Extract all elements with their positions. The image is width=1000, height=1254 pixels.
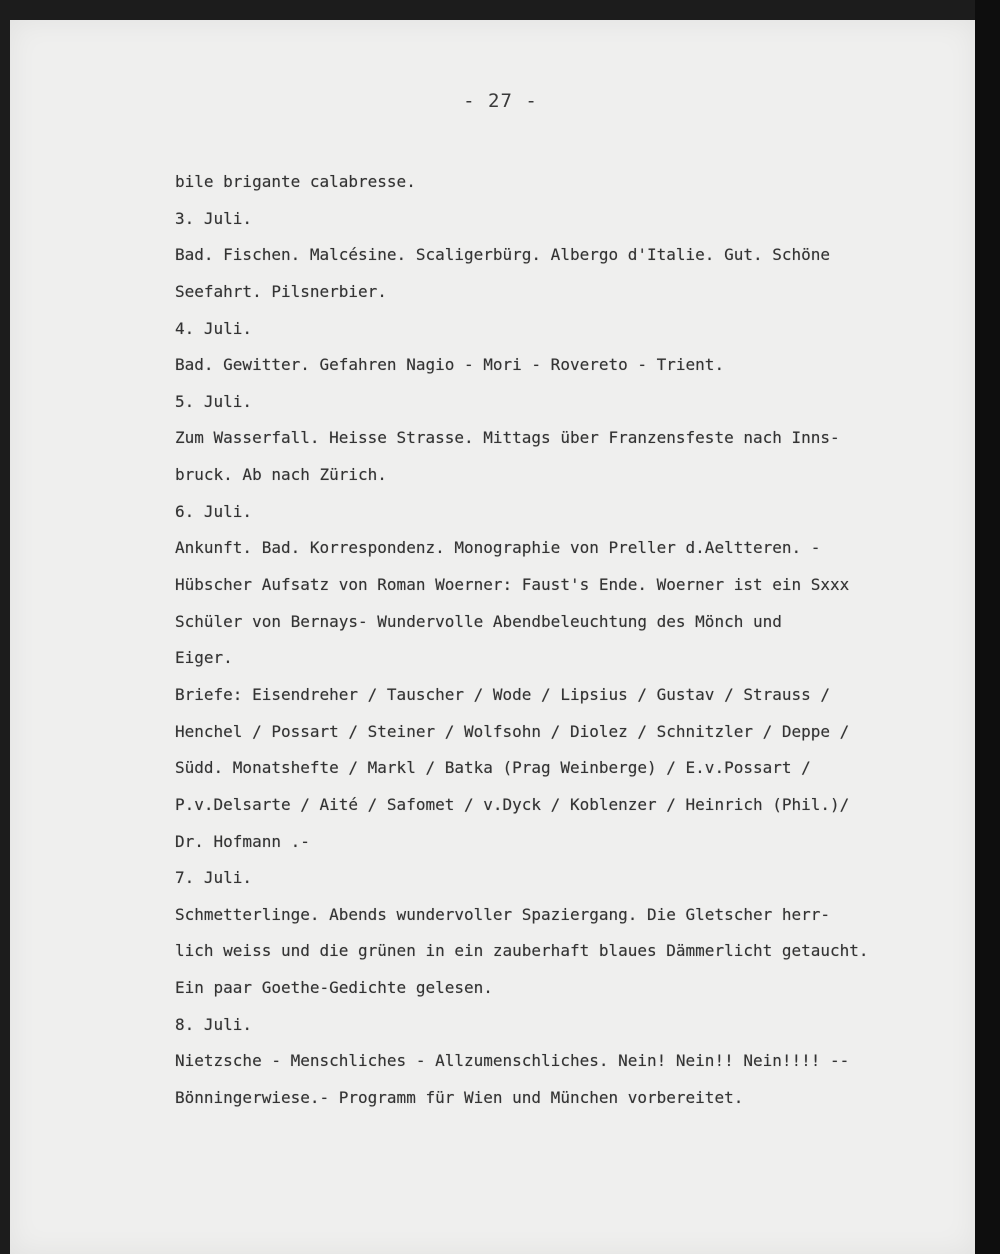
text-line-3: Bad. Fischen. Malcésine. Scaligerbürg. Albergo d'Italie. Gut. Schöne	[175, 245, 831, 264]
text-line-16: Henchel / Possart / Steiner / Wolfsohn / Diolez / Schnitzler / Deppe /	[175, 722, 850, 741]
typewritten-page	[10, 20, 975, 1254]
text-line-6: Bad. Gewitter. Gefahren Nagio - Mori - Rovereto - Trient.	[175, 355, 725, 374]
date-heading-4-juli: 4. Juli.	[175, 319, 253, 338]
text-line-19: Dr. Hofmann .-	[175, 832, 310, 851]
date-heading-6-juli: 6. Juli.	[175, 502, 253, 521]
text-line-22: lich weiss und die grünen in ein zauberhaft blaues Dämmerlicht getaucht.	[175, 941, 869, 960]
page-number: - 27 -	[463, 90, 538, 112]
text-line-1: bile brigante calabresse.	[175, 172, 416, 191]
text-line-11: Ankunft. Bad. Korrespondenz. Monographie von Preller d.Aeltteren. -	[175, 538, 821, 557]
text-line-17: Südd. Monatshefte / Markl / Batka (Prag Weinberge) / E.v.Possart /	[175, 758, 811, 777]
text-line-14: Eiger.	[175, 648, 233, 667]
date-heading-5-juli: 5. Juli.	[175, 392, 253, 411]
date-heading-3-juli: 3. Juli.	[175, 209, 253, 228]
text-line-21: Schmetterlinge. Abends wundervoller Spaziergang. Die Gletscher herr-	[175, 905, 831, 924]
text-line-13: Schüler von Bernays- Wundervolle Abendbeleuchtung des Mönch und	[175, 612, 782, 631]
scan-edge	[975, 0, 1000, 1254]
text-line-18: P.v.Delsarte / Aité / Safomet / v.Dyck / Koblenzer / Heinrich (Phil.)/	[175, 795, 850, 814]
text-line-12: Hübscher Aufsatz von Roman Woerner: Faust's Ende. Woerner ist ein Sxxx	[175, 575, 850, 594]
text-line-8: Zum Wasserfall. Heisse Strasse. Mittags über Franzensfeste nach Inns-	[175, 428, 840, 447]
text-line-4: Seefahrt. Pilsnerbier.	[175, 282, 387, 301]
date-heading-8-juli: 8. Juli.	[175, 1015, 253, 1034]
text-line-15: Briefe: Eisendreher / Tauscher / Wode / Lipsius / Gustav / Strauss /	[175, 685, 831, 704]
date-heading-7-juli: 7. Juli.	[175, 868, 253, 887]
text-line-23: Ein paar Goethe-Gedichte gelesen.	[175, 978, 493, 997]
text-line-9: bruck. Ab nach Zürich.	[175, 465, 387, 484]
text-line-25: Nietzsche - Menschliches - Allzumenschliches. Nein! Nein!! Nein!!!! --	[175, 1051, 850, 1070]
text-line-26: Bönningerwiese.- Programm für Wien und München vorbereitet.	[175, 1088, 744, 1107]
